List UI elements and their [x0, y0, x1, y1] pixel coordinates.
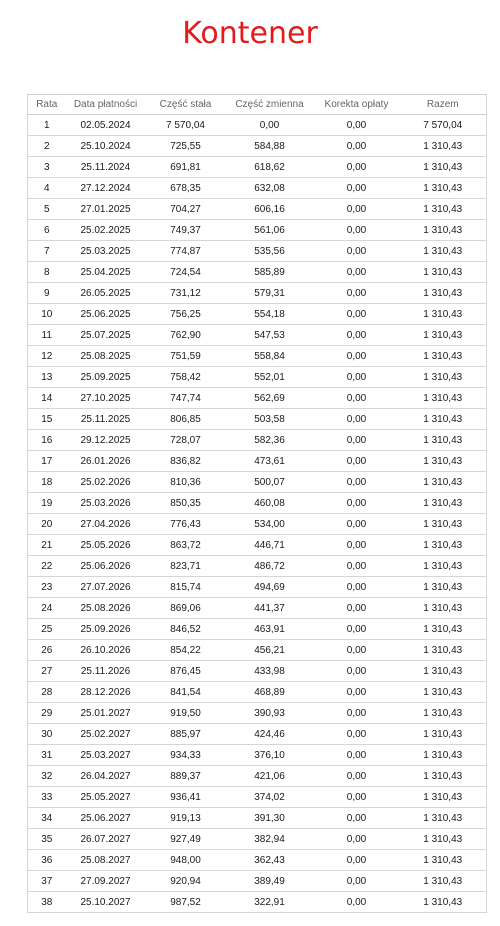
cell-total: 1 310,43	[400, 850, 487, 871]
cell-total: 1 310,43	[400, 682, 487, 703]
cell-total: 1 310,43	[400, 325, 487, 346]
cell-total: 1 310,43	[400, 178, 487, 199]
cell-installment: 18	[28, 472, 66, 493]
cell-fee-correction: 0,00	[314, 850, 400, 871]
cell-total: 1 310,43	[400, 661, 487, 682]
column-header-payment-date: Data płatności	[66, 95, 146, 115]
cell-payment-date: 26.04.2027	[66, 766, 146, 787]
cell-variable-part: 391,30	[226, 808, 314, 829]
table-row	[28, 703, 487, 724]
cell-payment-date: 25.06.2026	[66, 556, 146, 577]
table-row	[28, 766, 487, 787]
cell-fee-correction: 0,00	[314, 619, 400, 640]
cell-fee-correction: 0,00	[314, 829, 400, 850]
cell-payment-date: 25.04.2025	[66, 262, 146, 283]
cell-payment-date: 25.10.2027	[66, 892, 146, 913]
cell-fixed-part: 758,42	[146, 367, 226, 388]
cell-payment-date: 26.07.2027	[66, 829, 146, 850]
cell-installment: 32	[28, 766, 66, 787]
table-row	[28, 220, 487, 241]
cell-variable-part: 534,00	[226, 514, 314, 535]
table-row	[28, 556, 487, 577]
cell-payment-date: 25.11.2025	[66, 409, 146, 430]
cell-payment-date: 25.07.2025	[66, 325, 146, 346]
cell-variable-part: 500,07	[226, 472, 314, 493]
table-row	[28, 640, 487, 661]
cell-fixed-part: 934,33	[146, 745, 226, 766]
cell-fixed-part: 725,55	[146, 136, 226, 157]
table-row	[28, 241, 487, 262]
cell-fixed-part: 919,50	[146, 703, 226, 724]
cell-variable-part: 456,21	[226, 640, 314, 661]
cell-variable-part: 421,06	[226, 766, 314, 787]
cell-fixed-part: 724,54	[146, 262, 226, 283]
cell-fixed-part: 863,72	[146, 535, 226, 556]
cell-fee-correction: 0,00	[314, 346, 400, 367]
cell-total: 1 310,43	[400, 766, 487, 787]
cell-total: 1 310,43	[400, 724, 487, 745]
cell-installment: 7	[28, 241, 66, 262]
cell-installment: 19	[28, 493, 66, 514]
cell-fee-correction: 0,00	[314, 220, 400, 241]
cell-payment-date: 27.10.2025	[66, 388, 146, 409]
cell-fixed-part: 920,94	[146, 871, 226, 892]
cell-variable-part: 322,91	[226, 892, 314, 913]
cell-payment-date: 26.05.2025	[66, 283, 146, 304]
cell-installment: 28	[28, 682, 66, 703]
cell-fixed-part: 815,74	[146, 577, 226, 598]
cell-variable-part: 503,58	[226, 409, 314, 430]
cell-payment-date: 25.02.2026	[66, 472, 146, 493]
cell-variable-part: 618,62	[226, 157, 314, 178]
cell-total: 1 310,43	[400, 157, 487, 178]
table-row	[28, 325, 487, 346]
cell-fee-correction: 0,00	[314, 409, 400, 430]
cell-installment: 4	[28, 178, 66, 199]
cell-fixed-part: 889,37	[146, 766, 226, 787]
cell-payment-date: 25.02.2025	[66, 220, 146, 241]
cell-installment: 24	[28, 598, 66, 619]
cell-fixed-part: 756,25	[146, 304, 226, 325]
cell-total: 7 570,04	[400, 115, 487, 136]
cell-fee-correction: 0,00	[314, 283, 400, 304]
cell-fee-correction: 0,00	[314, 892, 400, 913]
cell-fixed-part: 747,74	[146, 388, 226, 409]
cell-installment: 13	[28, 367, 66, 388]
cell-payment-date: 25.03.2026	[66, 493, 146, 514]
cell-installment: 5	[28, 199, 66, 220]
cell-fixed-part: 854,22	[146, 640, 226, 661]
cell-payment-date: 25.08.2025	[66, 346, 146, 367]
table-row	[28, 514, 487, 535]
cell-fee-correction: 0,00	[314, 157, 400, 178]
cell-fee-correction: 0,00	[314, 199, 400, 220]
cell-variable-part: 535,56	[226, 241, 314, 262]
cell-total: 1 310,43	[400, 829, 487, 850]
cell-fixed-part: 987,52	[146, 892, 226, 913]
payment-schedule	[27, 94, 486, 913]
table-row	[28, 619, 487, 640]
cell-variable-part: 376,10	[226, 745, 314, 766]
cell-total: 1 310,43	[400, 220, 487, 241]
table-row	[28, 871, 487, 892]
cell-variable-part: 582,36	[226, 430, 314, 451]
cell-payment-date: 25.05.2026	[66, 535, 146, 556]
cell-payment-date: 27.07.2026	[66, 577, 146, 598]
cell-fixed-part: 927,49	[146, 829, 226, 850]
table-row	[28, 346, 487, 367]
cell-total: 1 310,43	[400, 808, 487, 829]
cell-variable-part: 473,61	[226, 451, 314, 472]
cell-fee-correction: 0,00	[314, 136, 400, 157]
table-row	[28, 115, 487, 136]
cell-variable-part: 389,49	[226, 871, 314, 892]
cell-total: 1 310,43	[400, 241, 487, 262]
cell-total: 1 310,43	[400, 430, 487, 451]
cell-fixed-part: 704,27	[146, 199, 226, 220]
table-row	[28, 493, 487, 514]
cell-fee-correction: 0,00	[314, 325, 400, 346]
table-row	[28, 787, 487, 808]
cell-fixed-part: 869,06	[146, 598, 226, 619]
cell-total: 1 310,43	[400, 451, 487, 472]
cell-payment-date: 25.08.2027	[66, 850, 146, 871]
cell-fixed-part: 678,35	[146, 178, 226, 199]
payment-schedule-table	[27, 94, 487, 913]
cell-total: 1 310,43	[400, 514, 487, 535]
table-row	[28, 157, 487, 178]
table-row	[28, 430, 487, 451]
cell-total: 1 310,43	[400, 304, 487, 325]
cell-fee-correction: 0,00	[314, 787, 400, 808]
cell-variable-part: 441,37	[226, 598, 314, 619]
cell-fee-correction: 0,00	[314, 178, 400, 199]
page-title: Kontener	[182, 16, 318, 51]
cell-total: 1 310,43	[400, 136, 487, 157]
cell-fixed-part: 876,45	[146, 661, 226, 682]
cell-installment: 25	[28, 619, 66, 640]
cell-fee-correction: 0,00	[314, 871, 400, 892]
cell-fee-correction: 0,00	[314, 661, 400, 682]
cell-installment: 23	[28, 577, 66, 598]
cell-fixed-part: 7 570,04	[146, 115, 226, 136]
cell-payment-date: 25.09.2026	[66, 619, 146, 640]
cell-fee-correction: 0,00	[314, 430, 400, 451]
cell-payment-date: 25.11.2024	[66, 157, 146, 178]
cell-variable-part: 579,31	[226, 283, 314, 304]
cell-variable-part: 554,18	[226, 304, 314, 325]
table-row	[28, 262, 487, 283]
table-row	[28, 136, 487, 157]
cell-installment: 34	[28, 808, 66, 829]
cell-payment-date: 27.04.2026	[66, 514, 146, 535]
cell-fee-correction: 0,00	[314, 640, 400, 661]
cell-installment: 10	[28, 304, 66, 325]
cell-installment: 29	[28, 703, 66, 724]
cell-fee-correction: 0,00	[314, 304, 400, 325]
cell-variable-part: 362,43	[226, 850, 314, 871]
cell-payment-date: 26.01.2026	[66, 451, 146, 472]
cell-payment-date: 25.03.2025	[66, 241, 146, 262]
cell-fee-correction: 0,00	[314, 388, 400, 409]
cell-variable-part: 424,46	[226, 724, 314, 745]
table-row	[28, 409, 487, 430]
cell-installment: 1	[28, 115, 66, 136]
cell-variable-part: 460,08	[226, 493, 314, 514]
cell-variable-part: 562,69	[226, 388, 314, 409]
cell-fee-correction: 0,00	[314, 598, 400, 619]
cell-installment: 8	[28, 262, 66, 283]
cell-installment: 12	[28, 346, 66, 367]
cell-variable-part: 584,88	[226, 136, 314, 157]
cell-fixed-part: 885,97	[146, 724, 226, 745]
table-row	[28, 283, 487, 304]
cell-fixed-part: 731,12	[146, 283, 226, 304]
cell-variable-part: 390,93	[226, 703, 314, 724]
table-row	[28, 808, 487, 829]
cell-installment: 37	[28, 871, 66, 892]
cell-fee-correction: 0,00	[314, 535, 400, 556]
cell-payment-date: 25.01.2027	[66, 703, 146, 724]
table-row	[28, 199, 487, 220]
cell-installment: 9	[28, 283, 66, 304]
column-header-variable-part: Część zmienna	[226, 95, 314, 115]
cell-variable-part: 446,71	[226, 535, 314, 556]
cell-total: 1 310,43	[400, 598, 487, 619]
cell-fixed-part: 948,00	[146, 850, 226, 871]
cell-payment-date: 25.02.2027	[66, 724, 146, 745]
cell-total: 1 310,43	[400, 283, 487, 304]
cell-payment-date: 02.05.2024	[66, 115, 146, 136]
cell-fee-correction: 0,00	[314, 514, 400, 535]
table-header-row	[28, 95, 487, 115]
cell-variable-part: 632,08	[226, 178, 314, 199]
cell-installment: 17	[28, 451, 66, 472]
cell-variable-part: 382,94	[226, 829, 314, 850]
table-row	[28, 304, 487, 325]
cell-fixed-part: 806,85	[146, 409, 226, 430]
cell-total: 1 310,43	[400, 787, 487, 808]
cell-installment: 2	[28, 136, 66, 157]
cell-installment: 20	[28, 514, 66, 535]
cell-fee-correction: 0,00	[314, 808, 400, 829]
table-row	[28, 829, 487, 850]
cell-variable-part: 486,72	[226, 556, 314, 577]
cell-fee-correction: 0,00	[314, 451, 400, 472]
cell-installment: 16	[28, 430, 66, 451]
table-row	[28, 388, 487, 409]
cell-fixed-part: 919,13	[146, 808, 226, 829]
cell-total: 1 310,43	[400, 493, 487, 514]
table-row	[28, 892, 487, 913]
table-row	[28, 598, 487, 619]
cell-fee-correction: 0,00	[314, 115, 400, 136]
cell-variable-part: 606,16	[226, 199, 314, 220]
cell-payment-date: 25.05.2027	[66, 787, 146, 808]
cell-installment: 36	[28, 850, 66, 871]
table-row	[28, 661, 487, 682]
column-header-total: Razem	[400, 95, 487, 115]
cell-total: 1 310,43	[400, 556, 487, 577]
cell-fee-correction: 0,00	[314, 745, 400, 766]
cell-payment-date: 25.11.2026	[66, 661, 146, 682]
cell-fixed-part: 776,43	[146, 514, 226, 535]
cell-payment-date: 27.09.2027	[66, 871, 146, 892]
cell-fee-correction: 0,00	[314, 703, 400, 724]
cell-total: 1 310,43	[400, 472, 487, 493]
cell-payment-date: 25.09.2025	[66, 367, 146, 388]
cell-total: 1 310,43	[400, 745, 487, 766]
cell-installment: 14	[28, 388, 66, 409]
cell-variable-part: 494,69	[226, 577, 314, 598]
cell-installment: 27	[28, 661, 66, 682]
cell-fee-correction: 0,00	[314, 367, 400, 388]
cell-fee-correction: 0,00	[314, 472, 400, 493]
cell-payment-date: 27.01.2025	[66, 199, 146, 220]
cell-total: 1 310,43	[400, 409, 487, 430]
table-row	[28, 724, 487, 745]
cell-installment: 22	[28, 556, 66, 577]
table-row	[28, 745, 487, 766]
table-row	[28, 178, 487, 199]
cell-variable-part: 561,06	[226, 220, 314, 241]
table-row	[28, 367, 487, 388]
cell-installment: 30	[28, 724, 66, 745]
cell-fixed-part: 751,59	[146, 346, 226, 367]
table-body	[28, 115, 487, 913]
cell-fixed-part: 762,90	[146, 325, 226, 346]
cell-fixed-part: 846,52	[146, 619, 226, 640]
cell-fixed-part: 749,37	[146, 220, 226, 241]
cell-fixed-part: 841,54	[146, 682, 226, 703]
table-row	[28, 451, 487, 472]
cell-variable-part: 468,89	[226, 682, 314, 703]
cell-fixed-part: 823,71	[146, 556, 226, 577]
cell-installment: 21	[28, 535, 66, 556]
cell-variable-part: 463,91	[226, 619, 314, 640]
cell-fee-correction: 0,00	[314, 493, 400, 514]
column-header-fee-correction: Korekta opłaty	[314, 95, 400, 115]
cell-fixed-part: 691,81	[146, 157, 226, 178]
cell-payment-date: 25.06.2027	[66, 808, 146, 829]
cell-fee-correction: 0,00	[314, 724, 400, 745]
cell-installment: 33	[28, 787, 66, 808]
cell-payment-date: 27.12.2024	[66, 178, 146, 199]
table-row	[28, 535, 487, 556]
cell-total: 1 310,43	[400, 346, 487, 367]
cell-payment-date: 29.12.2025	[66, 430, 146, 451]
table-row	[28, 472, 487, 493]
column-header-installment: Rata	[28, 95, 66, 115]
cell-variable-part: 558,84	[226, 346, 314, 367]
cell-fee-correction: 0,00	[314, 241, 400, 262]
cell-total: 1 310,43	[400, 703, 487, 724]
cell-variable-part: 374,02	[226, 787, 314, 808]
cell-installment: 3	[28, 157, 66, 178]
cell-fee-correction: 0,00	[314, 682, 400, 703]
table-row	[28, 577, 487, 598]
cell-variable-part: 0,00	[226, 115, 314, 136]
cell-installment: 35	[28, 829, 66, 850]
cell-fee-correction: 0,00	[314, 556, 400, 577]
cell-installment: 26	[28, 640, 66, 661]
cell-installment: 15	[28, 409, 66, 430]
cell-fee-correction: 0,00	[314, 262, 400, 283]
cell-total: 1 310,43	[400, 388, 487, 409]
cell-payment-date: 28.12.2026	[66, 682, 146, 703]
cell-fee-correction: 0,00	[314, 766, 400, 787]
cell-fixed-part: 936,41	[146, 787, 226, 808]
cell-total: 1 310,43	[400, 367, 487, 388]
cell-fixed-part: 810,36	[146, 472, 226, 493]
cell-installment: 6	[28, 220, 66, 241]
cell-fixed-part: 836,82	[146, 451, 226, 472]
cell-payment-date: 25.10.2024	[66, 136, 146, 157]
cell-variable-part: 433,98	[226, 661, 314, 682]
cell-installment: 11	[28, 325, 66, 346]
cell-installment: 31	[28, 745, 66, 766]
cell-total: 1 310,43	[400, 619, 487, 640]
cell-fixed-part: 728,07	[146, 430, 226, 451]
cell-payment-date: 25.08.2026	[66, 598, 146, 619]
cell-variable-part: 585,89	[226, 262, 314, 283]
cell-fixed-part: 850,35	[146, 493, 226, 514]
cell-payment-date: 25.06.2025	[66, 304, 146, 325]
cell-fixed-part: 774,87	[146, 241, 226, 262]
cell-installment: 38	[28, 892, 66, 913]
column-header-fixed-part: Część stała	[146, 95, 226, 115]
cell-payment-date: 26.10.2026	[66, 640, 146, 661]
cell-total: 1 310,43	[400, 199, 487, 220]
table-row	[28, 850, 487, 871]
cell-total: 1 310,43	[400, 535, 487, 556]
cell-total: 1 310,43	[400, 262, 487, 283]
cell-total: 1 310,43	[400, 871, 487, 892]
cell-fee-correction: 0,00	[314, 577, 400, 598]
cell-variable-part: 547,53	[226, 325, 314, 346]
cell-variable-part: 552,01	[226, 367, 314, 388]
cell-total: 1 310,43	[400, 640, 487, 661]
cell-total: 1 310,43	[400, 892, 487, 913]
cell-payment-date: 25.03.2027	[66, 745, 146, 766]
cell-total: 1 310,43	[400, 577, 487, 598]
table-row	[28, 682, 487, 703]
